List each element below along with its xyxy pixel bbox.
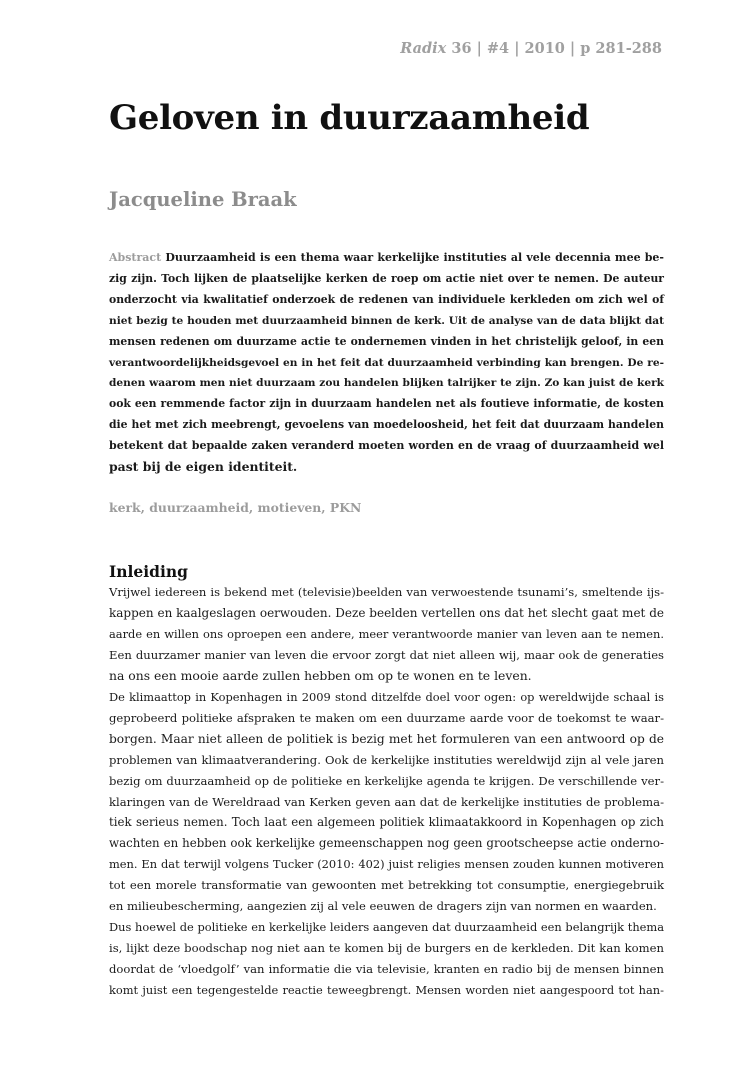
text-line: borgen. Maar niet alleen de politiek is bezig met het formuleren van een antwoord op de [109, 731, 664, 746]
abstract-line: Abstract Duurzaamheid is een thema waar kerkelijke instituties al vele decennia mee be- [109, 251, 664, 264]
text-line: wachten en hebben ook kerkelijke gemeenschappen nog geen grootscheepse actie onderno- [109, 836, 664, 851]
text-line: aarde en willen ons oproepen een andere, meer verantwoorde manier van leven aan te nemen. [109, 626, 664, 641]
paragraph [109, 582, 664, 687]
abstract-line: denen waarom men niet duurzaam zou handelen blijken talrijker te zijn. Zo kan juist de kerk [109, 377, 664, 390]
abstract-line: mensen redenen om duurzame actie te ondernemen vinden in het christelijk geloof, in een [109, 334, 664, 348]
section-heading: Inleiding [109, 562, 188, 581]
text-line: komt juist een tegengestelde reactie teweegbrengt. Mensen worden niet aangespoord tot han- [109, 983, 664, 998]
text-line: kappen en kaalgeslagen oerwouden. Deze beelden vertellen ons dat het slecht gaat met de [109, 605, 664, 620]
text-line: na ons een mooie aarde zullen hebben om op te wonen en te leven. [109, 667, 532, 683]
abstract-line: die het met zich meebrengt, gevoelens van moedeloosheid, het feit dat duurzaam handelen [109, 418, 664, 432]
text-line: doordat de ‘vloedgolf’ van informatie die via televisie, kranten en radio bij de mensen binnen [109, 962, 664, 977]
text-line: Een duurzamer manier van leven die ervoor zorgt dat niet alleen wij, maar ook de generaties [109, 647, 664, 662]
abstract-label: Abstract [109, 251, 162, 264]
abstract-line: betekent dat bepaalde zaken veranderd moeten worden en de vraag of duurzaamheid wel [109, 439, 664, 453]
issue-citation: 36 | #4 | 2010 | p 281-288 [446, 40, 662, 57]
running-head [400, 40, 662, 57]
text-line: is, lijkt deze boodschap nog niet aan te komen bij de burgers en de kerkleden. Dit kan komen [109, 941, 664, 956]
text-line: en milieubescherming, aangezien zij al vele eeuwen de dragers zijn van normen en waarden. [109, 899, 657, 914]
paragraph [109, 687, 664, 917]
abstract-line: ook een remmende factor zijn in duurzaam handelen net als foutieve informatie, de kosten [109, 397, 664, 411]
text-line: De klimaattop in Kopenhagen in 2009 stond ditzelfde doel voor ogen: op wereldwijde schaal is [109, 689, 664, 704]
paragraph [109, 917, 664, 1001]
abstract-line: niet bezig te houden met duurzaamheid binnen de kerk. Uit de analyse van de data blijkt dat [109, 314, 664, 327]
abstract [109, 248, 664, 478]
abstract-line: onderzocht via kwalitatief onderzoek de redenen van individuele kerkleden om zich wel of [109, 292, 664, 306]
text-line: tiek serieus nemen. Toch laat een algemeen politiek klimaatakkoord in Kopenhagen op zich [109, 815, 664, 830]
abstract-line: zig zijn. Toch lijken de plaatselijke kerken de roep om actie niet over te nemen. De auteur [109, 271, 664, 285]
text-line: Dus hoewel de politieke en kerkelijke leiders aangeven dat duurzaamheid een belangrijk thema [109, 920, 664, 935]
text-line: tot een morele transformatie van gewoonten met betrekking tot consumptie, energiegebruik [109, 878, 664, 893]
text-line: bezig om duurzaamheid op de politieke en kerkelijke agenda te krijgen. De verschillende ver- [109, 773, 664, 788]
text-line: klaringen van de Wereldraad van Kerken geven aan dat de kerkelijke instituties de problema- [109, 794, 664, 809]
author-name: Jacqueline Braak [109, 188, 297, 211]
journal-name: Radix [400, 40, 447, 57]
abstract-line: past bij de eigen identiteit. [109, 459, 298, 475]
text-line: men. En dat terwijl volgens Tucker (2010: 402) juist religies mensen zouden kunnen motiveren [109, 857, 664, 872]
abstract-line: verantwoordelijkheidsgevoel en in het feit dat duurzaamheid verbinding kan brengen. De re- [109, 356, 664, 369]
text-line: geprobeerd politieke afspraken te maken om een duurzame aarde voor de toekomst te waar- [109, 710, 664, 725]
section-body [109, 582, 664, 1001]
text-line: problemen van klimaatverandering. Ook de kerkelijke instituties wereldwijd zijn al vele jaren [109, 752, 664, 767]
text-line: Vrijwel iedereen is bekend met (televisie)beelden van verwoestende tsunami’s, smeltende ijs- [109, 585, 664, 599]
keywords: kerk, duurzaamheid, motieven, PKN [109, 500, 362, 515]
article-title: Geloven in duurzaamheid [109, 98, 590, 138]
